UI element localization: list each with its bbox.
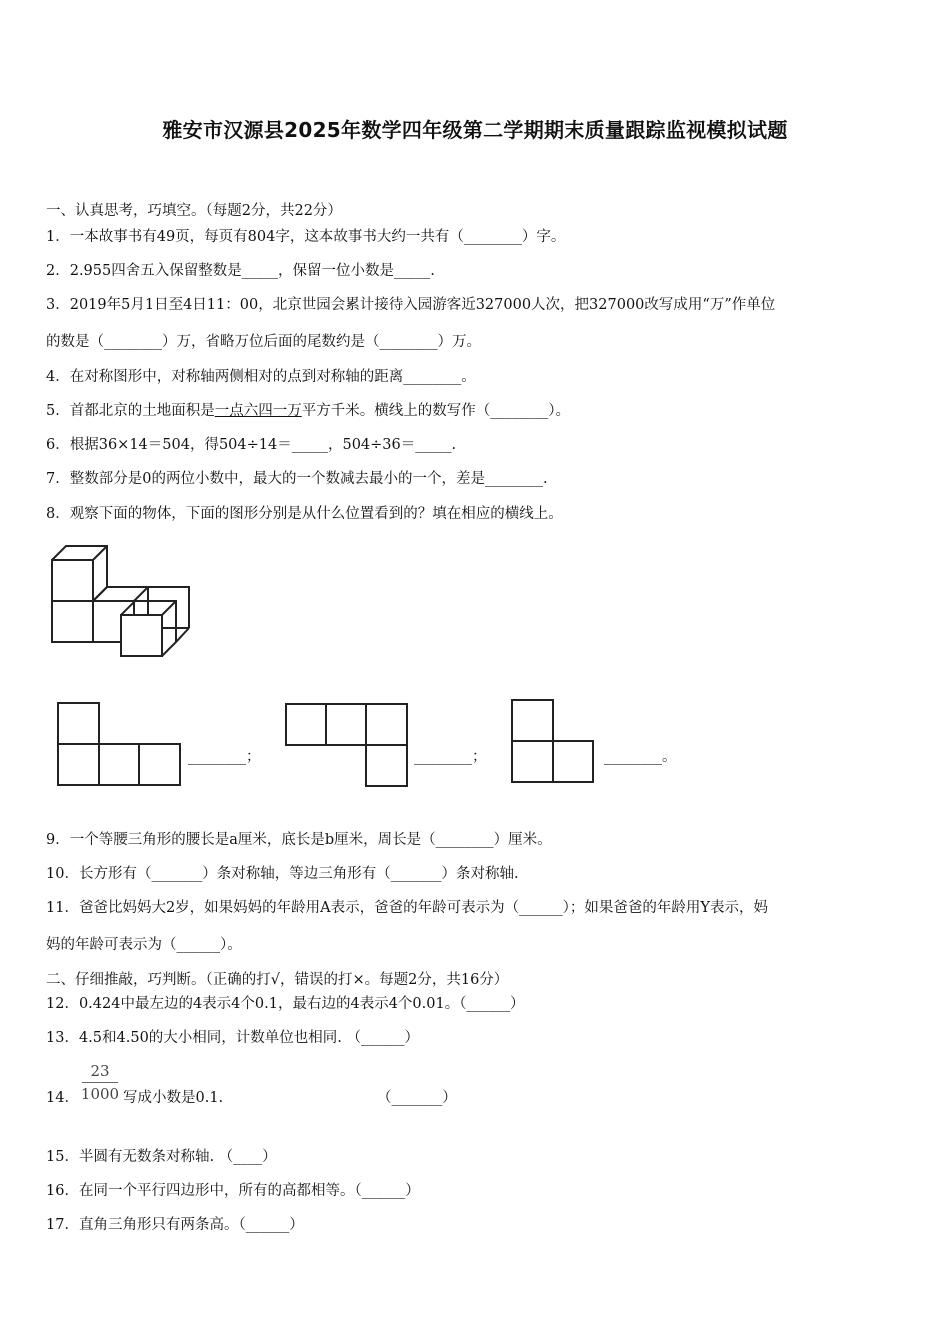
- question-2: 2．2.955四舍五入保留整数是_____，保留一位小数是_____.: [46, 263, 435, 279]
- section1-heading: 一、认真思考，巧填空。（每题2分，共22分）: [46, 203, 342, 219]
- question-15: 15．半圆有无数条对称轴. （____）: [46, 1149, 277, 1165]
- question-14-answer-blank[interactable]: （_______）: [377, 1090, 457, 1106]
- question-11-line2: 妈的年龄可表示为（______）。: [46, 937, 242, 953]
- view-2-answer-blank[interactable]: ________；: [414, 749, 487, 765]
- section2-heading: 二、仔细推敲，巧判断。（正确的打√，错误的打×。每题2分，共16分）: [46, 972, 509, 988]
- question-14-text: 写成小数是0.1.: [123, 1090, 224, 1106]
- view-1-answer-blank[interactable]: ________；: [188, 749, 261, 765]
- question-3-line2: 的数是（________）万，省略万位后面的尾数约是（________）万。: [46, 334, 481, 350]
- question-17: 17．直角三角形只有两条高。（______）: [46, 1217, 304, 1233]
- question-8: 8．观察下面的物体，下面的图形分别是从什么位置看到的？填在相应的横线上。: [46, 506, 563, 522]
- fraction-numerator: 23: [90, 1062, 110, 1080]
- view-3-answer-blank[interactable]: ________。: [604, 749, 677, 765]
- question-10: 10．长方形有（_______）条对称轴，等边三角形有（_______）条对称轴.: [46, 866, 519, 882]
- question-14-number: 14．: [46, 1090, 79, 1106]
- question-13: 13．4.5和4.50的大小相同，计数单位也相同. （______）: [46, 1030, 420, 1046]
- question-3-line1: 3．2019年5月1日至4日11：00，北京世园会累计接待入园游客近327000人次，把327000改写成用“万”作单位: [46, 297, 776, 313]
- question-16: 16．在同一个平行四边形中，所有的高都相等。（______）: [46, 1183, 420, 1199]
- fraction-denominator: 1000: [80, 1085, 120, 1103]
- question-9: 9．一个等腰三角形的腰长是a厘米，底长是b厘米，周长是（________）厘米。: [46, 832, 552, 848]
- question-5-underlined-text: 一点六四一万: [214, 403, 302, 419]
- question-1: 1．一本故事书有49页，每页有804字，这本故事书大约一共有（________）字。: [46, 229, 566, 245]
- question-12: 12．0.424中最左边的4表示4个0.1，最右边的4表示4个0.01。（______）: [46, 996, 525, 1012]
- fraction-23-over-1000: [80, 1060, 120, 1105]
- question-4: 4．在对称图形中，对称轴两侧相对的点到对称轴的距离________。: [46, 369, 476, 385]
- question-5-text-after: 平方千米。横线上的数写作（________）。: [301, 403, 570, 419]
- question-5-text-before: 5．首都北京的土地面积是: [46, 403, 215, 419]
- question-7: 7．整数部分是0的两位小数中，最大的一个数减去最小的一个，差是________.: [46, 471, 548, 487]
- exam-title: 雅安市汉源县2025年数学四年级第二学期期末质量跟踪监视模拟试题: [162, 118, 788, 142]
- question-6: 6．根据36×14＝504，得504÷14＝_____，504÷36＝_____.: [46, 437, 457, 453]
- question-11-line1: 11．爸爸比妈妈大2岁，如果妈妈的年龄用A表示，爸爸的年龄可表示为（______）；如果爸爸的年龄用Y表示，妈: [46, 900, 768, 916]
